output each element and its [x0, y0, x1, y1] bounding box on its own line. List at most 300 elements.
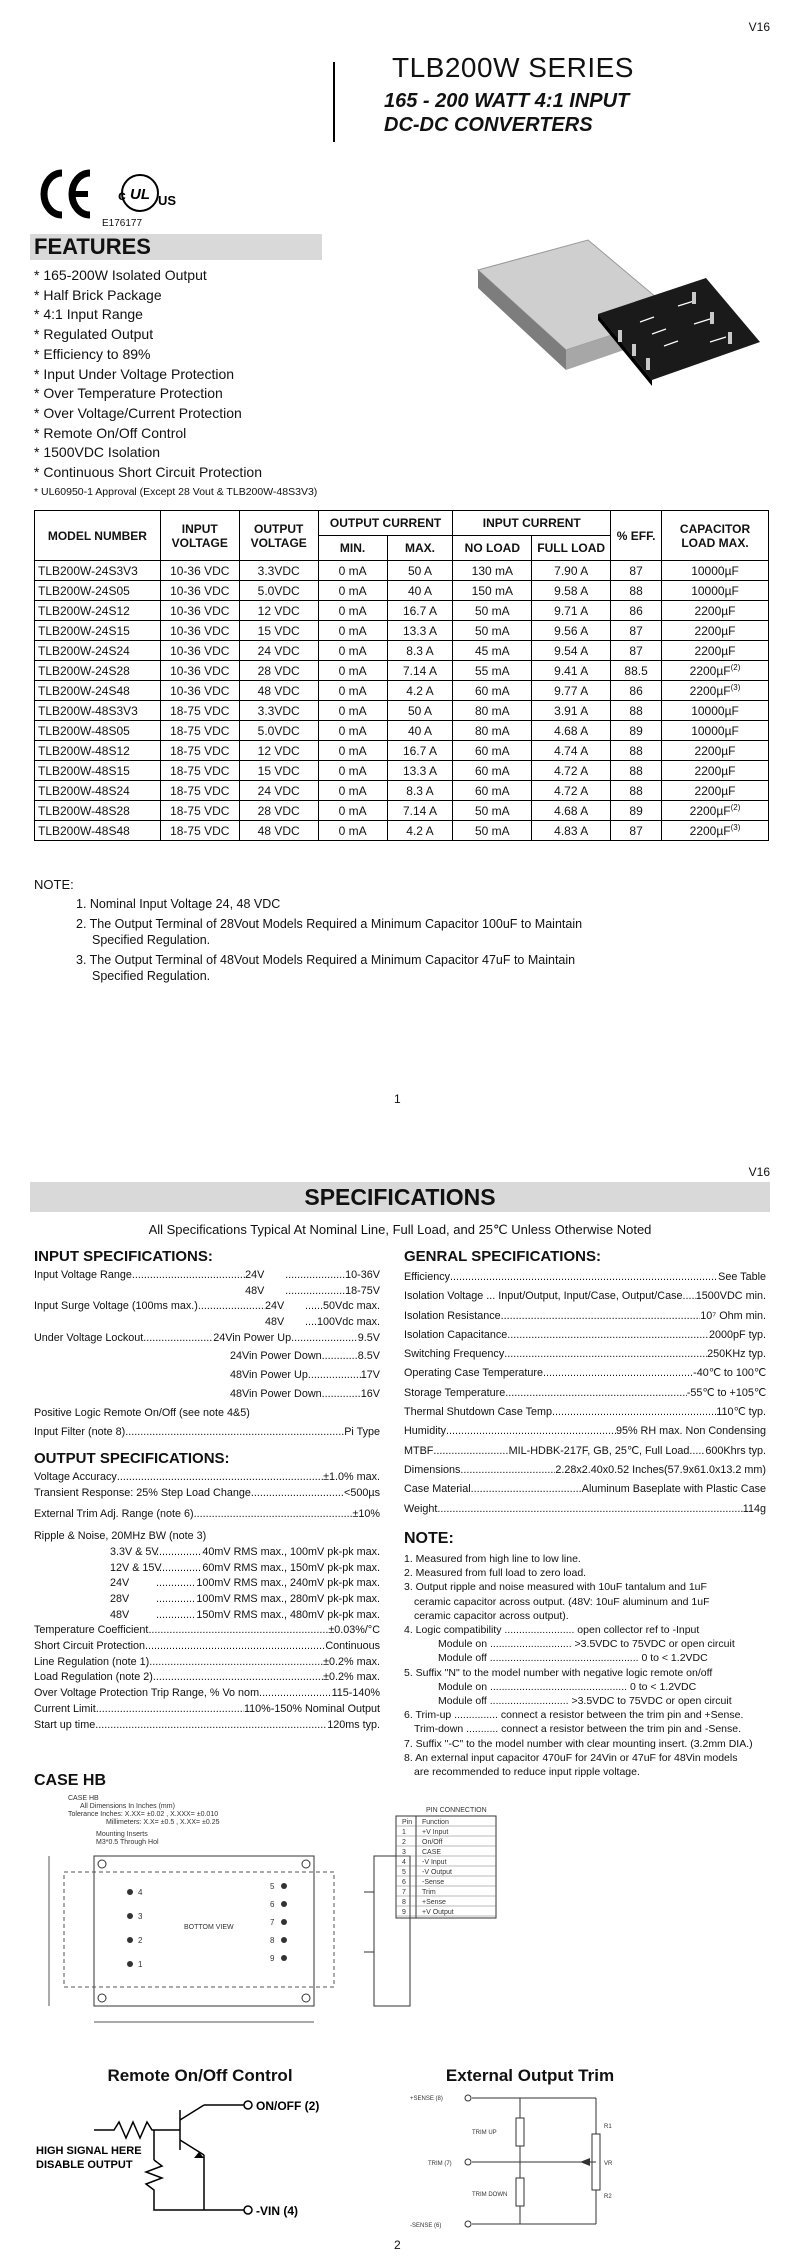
- pin-number: 1: [402, 1829, 406, 1836]
- spec-label: Positive Logic Remote On/Off (see note 4&5): [34, 1406, 250, 1419]
- spec-label: Operating Case Temperature: [404, 1367, 544, 1380]
- spec-label: Load Regulation (note 2): [34, 1671, 153, 1684]
- high-signal-label: HIGH SIGNAL HERE: [36, 2145, 142, 2157]
- pin-table-title: PIN CONNECTION: [426, 1807, 487, 1814]
- spec-key: 24V: [264, 1300, 285, 1313]
- spec-label: Voltage Accuracy: [34, 1471, 117, 1483]
- table-cell: TLB200W-48S48: [35, 821, 161, 841]
- table-cell: 2200µF$^{(3)}$: [662, 821, 769, 841]
- onoff-pin-label: ON/OFF (2): [256, 2099, 320, 2113]
- spec-row: [34, 1686, 380, 1702]
- table-cell: TLB200W-24S15: [35, 621, 161, 641]
- table-row: [35, 781, 769, 801]
- table-cell: TLB200W-48S15: [35, 761, 161, 781]
- pin-number: 3: [402, 1849, 406, 1856]
- spec-value: 10⁷ Ohm min.: [700, 1309, 766, 1322]
- spec-row: [404, 1500, 766, 1519]
- svg-text:3: 3: [138, 1912, 143, 1921]
- spec-label: Ripple & Noise, 20MHz BW (note 3): [34, 1530, 207, 1543]
- spec-row: [34, 1702, 380, 1718]
- table-cell: 87: [611, 821, 662, 841]
- table-cell: 0 mA: [318, 681, 387, 701]
- spec-label: Weight: [404, 1502, 438, 1515]
- series-title: TLB200W SERIES: [392, 52, 634, 83]
- note-item: 3. The Output Terminal of 48Vout Models Required a Minimum Capacitor 47uF to Maintain: [76, 953, 576, 967]
- table-cell: TLB200W-24S05: [35, 581, 161, 601]
- pin-number: 6: [402, 1879, 406, 1886]
- spec-value: 110%-150% Nominal Output: [243, 1702, 380, 1715]
- table-cell: 0 mA: [318, 641, 387, 661]
- table-row: [35, 621, 769, 641]
- trim-heading: External Output Trim: [445, 2066, 615, 2085]
- case-caption-line: All Dimensions In Inches (mm): [80, 1803, 175, 1810]
- table-cell: 24 VDC: [239, 641, 318, 661]
- table-cell: 10-36 VDC: [160, 681, 239, 701]
- case-heading: CASE HB: [34, 1772, 107, 1789]
- spec-label: Dimensions: [404, 1463, 461, 1476]
- output-spec-block: [34, 1470, 380, 1733]
- table-cell: 0 mA: [318, 581, 387, 601]
- spec-value: 150mV RMS max., 480mV pk-pk max.: [196, 1608, 380, 1621]
- table-cell: 88: [611, 701, 662, 721]
- table-cell: 88: [611, 781, 662, 801]
- spec-label: Input Surge Voltage (100ms max.): [34, 1300, 198, 1313]
- spec-label: Thermal Shutdown Case Temp.: [404, 1406, 556, 1419]
- sense-pos-label: +SENSE (8): [410, 2096, 443, 2102]
- table-cell: 10000µF: [662, 701, 769, 721]
- table-cell: 48 VDC: [239, 681, 318, 701]
- features-heading: FEATURES: [30, 234, 322, 260]
- table-cell: TLB200W-48S28: [35, 801, 161, 821]
- features-list: [34, 266, 317, 502]
- note-item: 5. Suffix "N" to the model number with negative logic remote on/off: [404, 1666, 713, 1679]
- spec-label: Under Voltage Lockout: [34, 1331, 144, 1344]
- cert-file-number: E176177: [102, 218, 143, 229]
- table-cell: 80 mA: [453, 721, 532, 741]
- note-item: Trim-down ........... connect a resistor between the trim pin and -Sense.: [414, 1723, 742, 1736]
- table-cell: 10-36 VDC: [160, 561, 239, 581]
- note-item: 1. Measured from high line to low line.: [404, 1553, 581, 1565]
- spec-value: Aluminum Baseplate with Plastic Case: [581, 1483, 766, 1496]
- feature-item: * 165-200W Isolated Output: [34, 267, 207, 283]
- pin-number: 9: [402, 1909, 406, 1916]
- table-cell: 3.3VDC: [239, 701, 318, 721]
- table-cell: 0 mA: [318, 801, 387, 821]
- spec-value: 2.28x2.40x0.52 Inches(57.9x61.0x13.2 mm): [555, 1463, 766, 1476]
- spec-key: 24V: [245, 1269, 265, 1281]
- spec-label: MTBF: [404, 1444, 434, 1457]
- table-cell: 10000µF: [662, 561, 769, 581]
- spec-value: ±0.03%/°C: [328, 1624, 380, 1637]
- model-table: [34, 510, 769, 841]
- table-cell: 60 mA: [453, 781, 532, 801]
- spec-value: 17V: [360, 1368, 380, 1381]
- case-caption-line: Mounting Inserts: [96, 1831, 148, 1838]
- feature-item: * Half Brick Package: [34, 286, 162, 303]
- table-cell: 18-75 VDC: [160, 761, 239, 781]
- table-row: [35, 721, 769, 741]
- spec-key: 48Vin Power Up: [230, 1368, 308, 1381]
- table-cell: 50 A: [387, 701, 453, 721]
- table-cell: 15 VDC: [239, 761, 318, 781]
- table-row: [35, 821, 769, 841]
- table-cell: 10000µF: [662, 581, 769, 601]
- spec-key: 12V & 15V: [110, 1561, 162, 1574]
- svg-text:5: 5: [270, 1882, 275, 1891]
- table-row: [35, 741, 769, 761]
- spec-value: 115-140%: [331, 1687, 380, 1700]
- note-item: ceramic capacitor across output).: [414, 1609, 569, 1622]
- table-cell: 50 mA: [453, 621, 532, 641]
- svg-text:US: US: [158, 193, 177, 208]
- table-cell: 4.74 A: [532, 741, 611, 761]
- note-item: 2. Measured from full load to zero load.: [404, 1567, 587, 1580]
- table-cell: 60 mA: [453, 741, 532, 761]
- specifications-heading: SPECIFICATIONS: [30, 1182, 770, 1212]
- pin-function: Trim: [422, 1889, 436, 1896]
- note-item: Module on ............................................... 0 to < 1.2VDC: [438, 1680, 697, 1693]
- header-input-current: INPUT CURRENT: [453, 511, 611, 536]
- spec-label: Current Limit: [34, 1702, 96, 1715]
- table-cell: 60 mA: [453, 761, 532, 781]
- spec-value: 100Vdc max.: [316, 1316, 380, 1329]
- spec-value: 9.5V: [357, 1331, 380, 1344]
- table-cell: 15 VDC: [239, 621, 318, 641]
- table-cell: 18-75 VDC: [160, 741, 239, 761]
- spec-key: 24V: [110, 1577, 130, 1590]
- note-item: 6. Trim-up ............... connect a resistor between the trim pin and +Sense.: [404, 1709, 744, 1722]
- spec-value: 8.5V: [357, 1349, 380, 1362]
- table-cell: 2200µF$^{(3)}$: [662, 681, 769, 701]
- table-cell: 0 mA: [318, 561, 387, 581]
- pin-function: CASE: [422, 1849, 442, 1856]
- pin-function: +V Input: [422, 1829, 449, 1836]
- case-caption-line: CASE HB: [68, 1795, 99, 1802]
- spec-label: Input Voltage Range: [34, 1269, 132, 1281]
- table-cell: 2200µF$^{(2)}$: [662, 661, 769, 681]
- table-cell: 10-36 VDC: [160, 621, 239, 641]
- table-cell: TLB200W-48S3V3: [35, 701, 161, 721]
- spec-value: 250KHz typ.: [707, 1348, 766, 1361]
- spec-row: [34, 1623, 380, 1639]
- spec-row: [34, 1655, 380, 1671]
- spec-value: 50Vdc max.: [322, 1300, 380, 1313]
- table-cell: 7.14 A: [387, 801, 453, 821]
- disable-output-label: DISABLE OUTPUT: [36, 2159, 133, 2171]
- svg-text:c: c: [118, 187, 126, 203]
- general-spec-block: [404, 1268, 766, 1519]
- table-cell: 7.14 A: [387, 661, 453, 681]
- table-cell: 2200µF$^{(2)}$: [662, 801, 769, 821]
- table-cell: 2200µF: [662, 761, 769, 781]
- table-cell: 8.3 A: [387, 781, 453, 801]
- pin-number: 2: [402, 1839, 406, 1846]
- spec-label: Over Voltage Protection Trip Range, % Vo nom.: [34, 1687, 263, 1700]
- table-cell: 4.2 A: [387, 821, 453, 841]
- spec-row: [34, 1670, 380, 1686]
- table-cell: 88: [611, 741, 662, 761]
- spec-label: External Trim Adj. Range (note 6): [34, 1508, 194, 1521]
- input-spec-heading: INPUT SPECIFICATIONS:: [34, 1248, 213, 1265]
- table-row: [35, 641, 769, 661]
- spec-row: [34, 1639, 380, 1655]
- table-cell: 88: [611, 581, 662, 601]
- header-max: MAX.: [387, 536, 453, 561]
- table-cell: 4.72 A: [532, 761, 611, 781]
- title-divider: [333, 62, 335, 142]
- page1-number: 1: [394, 1092, 401, 1106]
- spec-value: -40℃ to 100℃: [693, 1367, 766, 1380]
- note-item: 3. Output ripple and noise measured with 10uF tantalum and 1uF: [404, 1581, 707, 1594]
- spec-key: 48V: [264, 1316, 285, 1329]
- table-cell: 50 mA: [453, 821, 532, 841]
- case-caption-line: Tolerance Inches: X.XX= ±0.02 , X.XXX= ±0.010: [68, 1811, 219, 1818]
- spec-value: 110℃ typ.: [716, 1406, 766, 1419]
- header-min: MIN.: [318, 536, 387, 561]
- trim-down-label: TRIM DOWN: [472, 2192, 508, 2198]
- pin-number: Pin: [402, 1819, 413, 1826]
- table-cell: TLB200W-24S12: [35, 601, 161, 621]
- table-cell: 13.3 A: [387, 621, 453, 641]
- note-item: 2. The Output Terminal of 28Vout Models Required a Minimum Capacitor 100uF to Maintain: [76, 917, 583, 931]
- table-row: [35, 561, 769, 581]
- table-cell: 0 mA: [318, 661, 387, 681]
- table-cell: 9.58 A: [532, 581, 611, 601]
- spec-key: 24Vin Power Up: [213, 1331, 292, 1344]
- note-item: ceramic capacitor across output. (48V: 10uF aluminum and 1uF: [414, 1595, 710, 1608]
- table-cell: 2200µF: [662, 601, 769, 621]
- table-cell: 10-36 VDC: [160, 641, 239, 661]
- table-cell: 2200µF: [662, 641, 769, 661]
- remote-onoff-heading: Remote On/Off Control: [107, 2066, 293, 2085]
- spec-row: [404, 1442, 766, 1461]
- note-item: are recommended to reduce input ripple voltage.: [414, 1766, 640, 1779]
- pin-function: On/Off: [422, 1839, 443, 1846]
- table-cell: 0 mA: [318, 621, 387, 641]
- spec-detail: MIL-HDBK-217F, GB, 25℃, Full Load: [508, 1444, 690, 1457]
- pin-function: Function: [422, 1819, 449, 1826]
- table-cell: 10-36 VDC: [160, 601, 239, 621]
- pin-function: -Sense: [422, 1879, 445, 1886]
- table-cell: 9.41 A: [532, 661, 611, 681]
- table-row: [35, 581, 769, 601]
- output-spec-heading: OUTPUT SPECIFICATIONS:: [34, 1450, 230, 1467]
- page2-note-heading: NOTE:: [404, 1530, 454, 1547]
- page2-number: 2: [394, 2238, 401, 2252]
- table-cell: TLB200W-24S24: [35, 641, 161, 661]
- table-cell: 80 mA: [453, 701, 532, 721]
- table-cell: 50 mA: [453, 601, 532, 621]
- case-drawing: [34, 1792, 754, 2040]
- spec-row: [404, 1480, 766, 1499]
- table-cell: 10-36 VDC: [160, 661, 239, 681]
- spec-row: [404, 1326, 766, 1345]
- pin-function: +Sense: [422, 1899, 446, 1906]
- spec-key: 48V: [110, 1608, 130, 1621]
- spec-value: 16V: [360, 1387, 380, 1400]
- table-cell: 130 mA: [453, 561, 532, 581]
- table-cell: 10-36 VDC: [160, 581, 239, 601]
- spec-value: 114g: [742, 1502, 766, 1515]
- table-cell: 16.7 A: [387, 741, 453, 761]
- table-cell: 89: [611, 721, 662, 741]
- header-output-current: OUTPUT CURRENT: [318, 511, 453, 536]
- table-cell: 2200µF: [662, 781, 769, 801]
- table-cell: 9.77 A: [532, 681, 611, 701]
- spec-value: 600Khrs typ.: [705, 1444, 766, 1457]
- svg-text:4: 4: [138, 1888, 143, 1897]
- spec-label: Short Circuit Protection: [34, 1640, 146, 1653]
- table-cell: 18-75 VDC: [160, 721, 239, 741]
- input-spec-block: [34, 1268, 380, 1442]
- svg-text:6: 6: [270, 1900, 275, 1909]
- table-cell: 89: [611, 801, 662, 821]
- case-caption-line: Millimeters: X.X= ±0.5 , X.XX= ±0.25: [106, 1819, 220, 1826]
- vr-label: VR: [604, 2161, 613, 2167]
- table-cell: 0 mA: [318, 601, 387, 621]
- note-item: Specified Regulation.: [92, 969, 211, 983]
- table-cell: 48 VDC: [239, 821, 318, 841]
- spec-row: [404, 1307, 766, 1326]
- bottom-view-label: BOTTOM VIEW: [184, 1924, 234, 1931]
- spec-label: Temperature Coefficient: [34, 1624, 149, 1637]
- table-row: [35, 601, 769, 621]
- spec-row: [404, 1364, 766, 1383]
- table-cell: 2200µF: [662, 741, 769, 761]
- table-cell: 87: [611, 561, 662, 581]
- spec-value: 40mV RMS max., 100mV pk-pk max.: [202, 1545, 380, 1558]
- feature-ul-approval: * UL60950-1 Approval (Except 28 Vout & TLB200W-48S3V3): [34, 485, 318, 498]
- note-item: Module off ........................... >3.5VDC to 75VDC or open circuit: [438, 1695, 732, 1708]
- spec-label: Switching Frequency: [404, 1348, 505, 1361]
- page2-notes: [404, 1552, 770, 1779]
- table-cell: 12 VDC: [239, 601, 318, 621]
- note-item: 4. Logic compatibility ........................ open collector ref to -Input: [404, 1624, 700, 1637]
- table-cell: 4.68 A: [532, 721, 611, 741]
- table-cell: 9.71 A: [532, 601, 611, 621]
- spec-key: 3.3V & 5V: [110, 1545, 159, 1558]
- pin-number: 8: [402, 1899, 406, 1906]
- spec-key: 28V: [110, 1592, 130, 1605]
- vin-pin-label: -VIN (4): [256, 2204, 298, 2218]
- svg-text:8: 8: [270, 1936, 275, 1945]
- feature-item: * Input Under Voltage Protection: [34, 365, 235, 382]
- header-full-load: FULL LOAD: [532, 536, 611, 561]
- svg-text:7: 7: [270, 1918, 275, 1927]
- svg-text:9: 9: [270, 1954, 275, 1963]
- note-item: 8. An external input capacitor 470uF for 24Vin or 47uF for 48Vin models: [404, 1751, 738, 1764]
- pin-number: 4: [402, 1859, 406, 1866]
- table-cell: 150 mA: [453, 581, 532, 601]
- page1-version: V16: [748, 20, 770, 34]
- table-cell: 28 VDC: [239, 801, 318, 821]
- pin-number: 5: [402, 1869, 406, 1876]
- spec-label: Efficiency: [404, 1271, 451, 1283]
- trim-schematic: [400, 2088, 630, 2232]
- note-item: 1. Nominal Input Voltage 24, 48 VDC: [76, 897, 281, 911]
- header-output-voltage: OUTPUT VOLTAGE: [239, 511, 318, 561]
- table-cell: 10000µF: [662, 721, 769, 741]
- feature-item: * Efficiency to 89%: [34, 345, 151, 362]
- feature-item: * Remote On/Off Control: [34, 424, 187, 441]
- table-cell: TLB200W-48S24: [35, 781, 161, 801]
- spec-value: See Table: [718, 1271, 766, 1283]
- table-cell: 86: [611, 681, 662, 701]
- spec-value: Continuous: [325, 1640, 380, 1653]
- svg-text:2: 2: [138, 1936, 143, 1945]
- table-cell: 86: [611, 601, 662, 621]
- feature-item: * 1500VDC Isolation: [34, 444, 161, 461]
- spec-row: [404, 1384, 766, 1403]
- note-item: Module on ............................ >3.5VDC to 75VDC or open circuit: [438, 1638, 735, 1651]
- feature-item: * Over Temperature Protection: [34, 385, 223, 402]
- table-cell: 18-75 VDC: [160, 781, 239, 801]
- spec-label: Line Regulation (note 1): [34, 1655, 150, 1668]
- spec-label: Input Filter (note 8): [34, 1425, 126, 1438]
- note-item: Module off ................................................... 0 to < 1.2VDC: [438, 1652, 708, 1665]
- table-cell: 87: [611, 621, 662, 641]
- pin-function: -V Input: [422, 1859, 447, 1866]
- general-spec-heading: GENRAL SPECIFICATIONS:: [404, 1248, 601, 1265]
- spec-value: ±10%: [352, 1508, 380, 1521]
- spec-value: 100mV RMS max., 280mV pk-pk max.: [196, 1592, 380, 1605]
- feature-item: * Over Voltage/Current Protection: [34, 404, 242, 421]
- header-efficiency: % EFF.: [611, 511, 662, 561]
- spec-label: Isolation Voltage ... Input/Output, Input/Case, Output/Case: [404, 1290, 683, 1303]
- feature-item: * 4:1 Input Range: [34, 306, 143, 323]
- table-cell: 2200µF: [662, 621, 769, 641]
- table-cell: 16.7 A: [387, 601, 453, 621]
- header-capacitor-load: CAPACITOR LOAD MAX.: [662, 511, 769, 561]
- spec-label: Humidity: [404, 1425, 446, 1438]
- table-cell: 50 mA: [453, 801, 532, 821]
- spec-value: ±0.2% max.: [323, 1671, 380, 1684]
- spec-value: -55℃ to +105℃: [686, 1386, 766, 1399]
- spec-value: 2000pF typ.: [708, 1328, 766, 1341]
- table-cell: TLB200W-24S28: [35, 661, 161, 681]
- table-cell: 88.5: [611, 661, 662, 681]
- table-cell: 3.91 A: [532, 701, 611, 721]
- table-cell: TLB200W-24S48: [35, 681, 161, 701]
- spec-row: [34, 1718, 380, 1734]
- table-cell: 7.90 A: [532, 561, 611, 581]
- spec-label: Start up time: [34, 1718, 96, 1731]
- table-cell: 18-75 VDC: [160, 801, 239, 821]
- note-item: 7. Suffix "-C" to the model number with clear mounting insert. (3.2mm DIA.): [404, 1737, 753, 1750]
- spec-label: Storage Temperature: [404, 1386, 506, 1399]
- table-cell: 13.3 A: [387, 761, 453, 781]
- table-cell: TLB200W-48S05: [35, 721, 161, 741]
- note-item: Specified Regulation.: [92, 933, 211, 947]
- table-cell: 4.83 A: [532, 821, 611, 841]
- spec-label: Isolation Resistance: [404, 1309, 501, 1322]
- spec-value: 18-75V: [345, 1284, 380, 1297]
- table-cell: 0 mA: [318, 781, 387, 801]
- spec-row: [404, 1403, 766, 1422]
- spec-label: Isolation Capacitance: [404, 1328, 508, 1341]
- spec-value: 120ms typ.: [327, 1718, 380, 1731]
- header-model: MODEL NUMBER: [35, 511, 161, 561]
- sense-neg-label: -SENSE (6): [410, 2223, 442, 2229]
- svg-text:1: 1: [138, 1960, 143, 1969]
- subtitle-line1: 165 - 200 WATT 4:1 INPUT: [384, 90, 630, 112]
- table-cell: 18-75 VDC: [160, 821, 239, 841]
- spec-key: 48V: [245, 1284, 265, 1297]
- page1-notes: [76, 896, 582, 984]
- ce-mark-logo: [44, 173, 90, 215]
- table-cell: 4.68 A: [532, 801, 611, 821]
- table-cell: 0 mA: [318, 721, 387, 741]
